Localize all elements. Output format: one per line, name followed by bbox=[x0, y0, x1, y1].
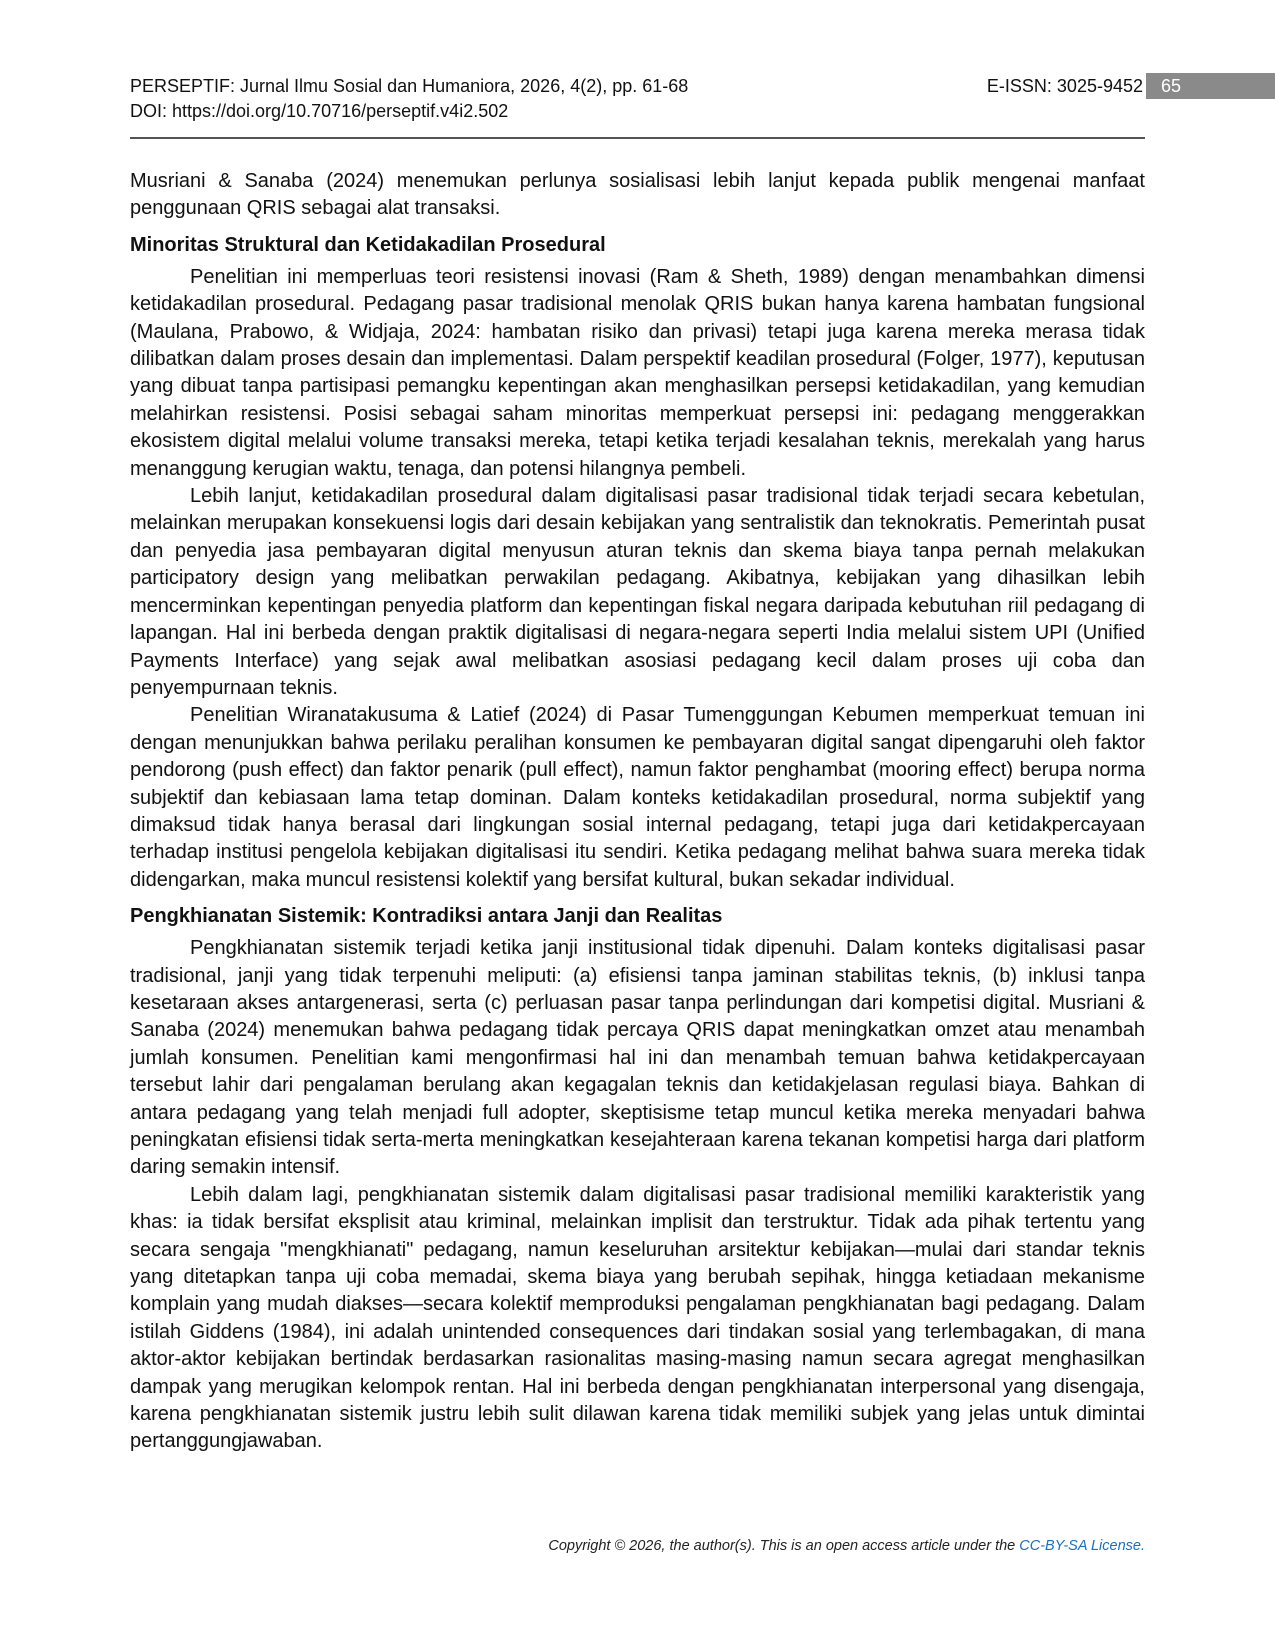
license-link[interactable]: CC-BY-SA License. bbox=[1019, 1538, 1145, 1554]
copyright-text: Copyright © 2026, the author(s). This is an open access article under the bbox=[548, 1538, 1020, 1554]
header-divider bbox=[130, 137, 1145, 139]
paragraph: Penelitian ini memperluas teori resistensi inovasi (Ram & Sheth, 1989) dengan menambahkan dimensi ketidakadilan prosedural. Pedagang pasar tradisional menolak QRIS bukan hanya karena hambatan fungsional (Maulana, Prabowo, & Widjaja, 2024: hambatan risiko dan privasi) tetapi juga karena mereka merasa tidak dilibatkan dalam proses desain dan implementasi. Dalam perspektif keadilan prosedural (Folger, 1977), keputusan yang dibuat tanpa partisipasi pemangku kepentingan akan menghasilkan persepsi ketidakadilan, yang kemudian melahirkan resistensi. Posisi sebagai saham minoritas memperkuat persepsi ini: pedagang menggerakkan ekosistem digital melalui volume transaksi mereka, tetapi ketika terjadi kesalahan teknis, merekalah yang harus menanggung kerugian waktu, tenaga, dan potensi hilangnya pembeli. bbox=[130, 265, 1145, 480]
section-heading: Minoritas Struktural dan Ketidakadilan Prosedural bbox=[130, 233, 606, 256]
page-number: 65 bbox=[1146, 73, 1275, 99]
paragraph: Penelitian Wiranatakusuma & Latief (2024) di Pasar Tumenggungan Kebumen memperkuat temuan ini dengan menunjukkan bahwa perilaku peralihan konsumen ke pembayaran digital sangat dipengaruhi oleh faktor pendorong (push effect) dan faktor penarik (pull effect), namun faktor penghambat (mooring effect) berupa norma subjektif dan kebiasaan lama tetap dominan. Dalam konteks ketidakadilan prosedural, norma subjektif yang dimaksud tidak hanya berasal dari lingkungan sosial internal pedagang, tetapi juga dari ketidakpercayaan terhadap institusi pengelola kebijakan digitalisasi itu sendiri. Ketika pedagang melihat bahwa suara mereka tidak didengarkan, maka muncul resistensi kolektif yang bersifat kultural, bukan sekadar individual. bbox=[130, 704, 1145, 891]
copyright-footer bbox=[548, 1538, 1145, 1554]
doi-link[interactable]: DOI: https://doi.org/10.70716/perseptif.v4i2.502 bbox=[130, 101, 509, 121]
section-heading: Pengkhianatan Sistemik: Kontradiksi antara Janji dan Realitas bbox=[130, 905, 723, 928]
paragraph: Lebih dalam lagi, pengkhianatan sistemik dalam digitalisasi pasar tradisional memiliki karakteristik yang khas: ia tidak bersifat eksplisit atau kriminal, melainkan implisit dan terstruktur. Tidak ada pihak tertentu yang secara sengaja "mengkhianati" pedagang, namun keseluruhan arsitektur kebijakan—mulai dari standar teknis yang ditetapkan tanpa uji coba memadai, skema biaya yang berubah sepihak, hingga ketiadaan mekanisme komplain yang mudah diakses—secara kolektif memproduksi pengalaman pengkhianatan bagi pedagang. Dalam istilah Giddens (1984), ini adalah unintended consequences dari tindakan sosial yang terlembagakan, di mana aktor-aktor kebijakan bertindak berdasarkan rasionalitas masing-masing namun secara agregat menghasilkan dampak yang merugikan kelompok rentan. Hal ini berbeda dengan pengkhianatan interpersonal yang disengaja, karena pengkhianatan sistemik justru lebih sulit dilawan karena tidak memiliki subjek yang jelas untuk dimintai pertanggungjawaban. bbox=[130, 1183, 1145, 1453]
article-body bbox=[130, 168, 1145, 1456]
issn: E-ISSN: 3025-9452 bbox=[986, 76, 1143, 96]
journal-citation: PERSEPTIF: Jurnal Ilmu Sosial dan Humaniora, 2026, 4(2), pp. 61-68 bbox=[130, 76, 689, 96]
paragraph: Pengkhianatan sistemik terjadi ketika janji institusional tidak dipenuhi. Dalam konteks digitalisasi pasar tradisional, janji yang tidak terpenuhi meliputi: (a) efisiensi tanpa jaminan stabilitas teknis, (b) inklusi tanpa kesetaraan akses antargenerasi, serta (c) perluasan pasar tanpa perlindungan dari kompetisi digital. Musriani & Sanaba (2024) menemukan bahwa pedagang tidak percaya QRIS dapat meningkatkan omzet atau menambah jumlah konsumen. Penelitian kami mengonfirmasi hal ini dan menambah temuan bahwa ketidakpercayaan tersebut lahir dari pengalaman berulang akan kegagalan teknis dan ketidakjelasan regulasi biaya. Bahkan di antara pedagang yang telah menjadi full adopter, skeptisisme tetap muncul ketika mereka menyadari bahwa peningkatan efisiensi tidak serta-merta meningkatkan kesejahteraan karena tekanan kompetisi harga dari platform daring semakin intensif. bbox=[130, 937, 1145, 1179]
paragraph: Musriani & Sanaba (2024) menemukan perlunya sosialisasi lebih lanjut kepada publik mengenai manfaat penggunaan QRIS sebagai alat transaksi. bbox=[130, 170, 1145, 220]
running-header bbox=[130, 74, 1145, 124]
paragraph: Lebih lanjut, ketidakadilan prosedural dalam digitalisasi pasar tradisional tidak terjadi secara kebetulan, melainkan merupakan konsekuensi logis dari desain kebijakan yang sentralistik dan teknokratis. Pemerintah pusat dan penyedia jasa pembayaran digital menyusun aturan teknis dan skema biaya tanpa pernah melakukan participatory design yang melibatkan perwakilan pedagang. Akibatnya, kebijakan yang dihasilkan lebih mencerminkan kepentingan penyedia platform dan kepentingan fiskal negara daripada kebutuhan riil pedagang di lapangan. Hal ini berbeda dengan praktik digitalisasi di negara-negara seperti India melalui sistem UPI (Unified Payments Interface) yang sejak awal melibatkan asosiasi pedagang kecil dalam proses uji coba dan penyempurnaan teknis. bbox=[130, 485, 1145, 699]
